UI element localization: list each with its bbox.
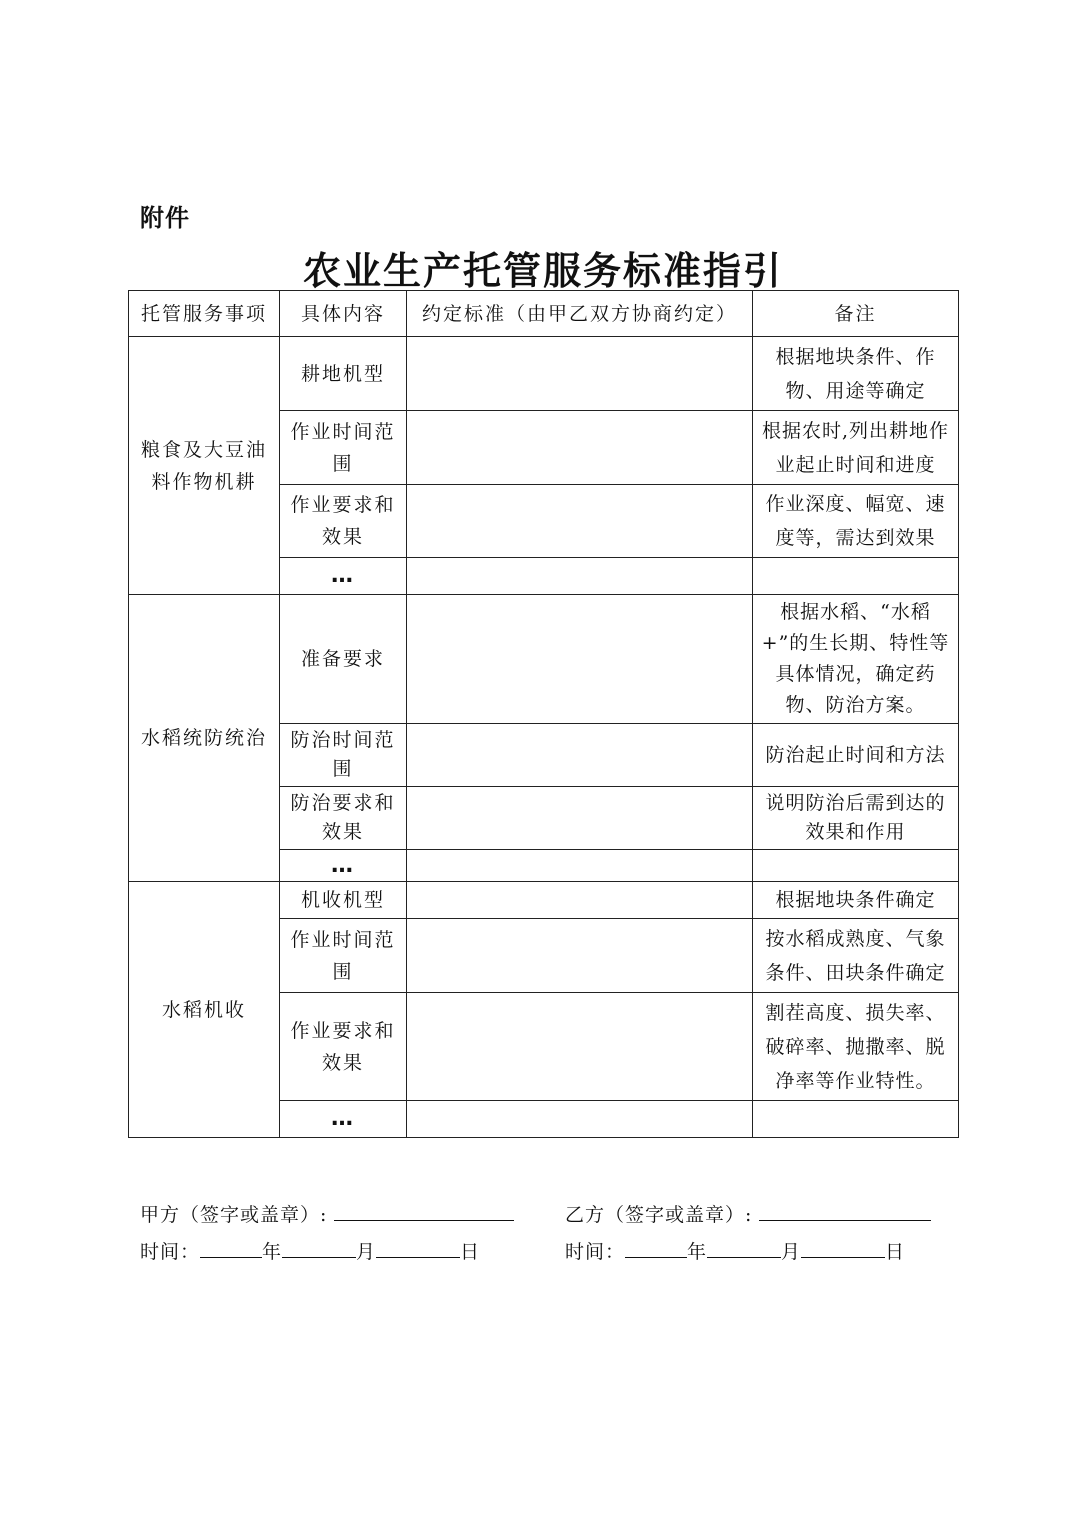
standard-cell[interactable] bbox=[407, 882, 753, 919]
party-a-label: 甲方（签字或盖章）: bbox=[140, 1204, 328, 1226]
header-note: 备注 bbox=[753, 291, 959, 337]
group-name-ploughing: 粮食及大豆油料作物机耕 bbox=[129, 337, 280, 595]
content-cell: 作业时间范围 bbox=[280, 919, 407, 993]
document-title: 农业生产托管服务标准指引 bbox=[302, 248, 783, 293]
content-cell: 耕地机型 bbox=[280, 337, 407, 411]
content-cell: 作业要求和效果 bbox=[280, 993, 407, 1101]
year-line[interactable] bbox=[625, 1239, 687, 1258]
standard-cell[interactable] bbox=[407, 595, 753, 724]
standard-cell[interactable] bbox=[407, 558, 753, 595]
party-a-date bbox=[140, 1237, 480, 1264]
ellipsis-cell: … bbox=[280, 850, 407, 882]
party-a-signature bbox=[140, 1200, 514, 1227]
party-b-date bbox=[565, 1237, 905, 1264]
standard-cell[interactable] bbox=[407, 993, 753, 1101]
month-label: 月 bbox=[781, 1241, 802, 1263]
note-cell: 割茬高度、损失率、破碎率、抛撒率、脱净率等作业特性。 bbox=[753, 993, 959, 1101]
day-label: 日 bbox=[460, 1241, 481, 1263]
note-cell: 按水稻成熟度、气象条件、田块条件确定 bbox=[753, 919, 959, 993]
content-cell: 准备要求 bbox=[280, 595, 407, 724]
day-line[interactable] bbox=[801, 1239, 885, 1258]
year-label: 年 bbox=[687, 1241, 708, 1263]
standard-cell[interactable] bbox=[407, 787, 753, 850]
ellipsis-cell: … bbox=[280, 558, 407, 595]
day-line[interactable] bbox=[376, 1239, 460, 1258]
table-header-row bbox=[129, 291, 959, 337]
month-line[interactable] bbox=[707, 1239, 781, 1258]
party-b-sign-line[interactable] bbox=[759, 1202, 931, 1221]
group-name-pest-control: 水稻统防统治 bbox=[129, 595, 280, 882]
note-cell: 说明防治后需到达的效果和作用 bbox=[753, 787, 959, 850]
note-cell bbox=[753, 558, 959, 595]
content-cell: 防治时间范围 bbox=[280, 724, 407, 787]
time-label: 时间： bbox=[140, 1241, 201, 1263]
note-cell: 根据地块条件确定 bbox=[753, 882, 959, 919]
header-standard: 约定标准（由甲乙双方协商约定） bbox=[407, 291, 753, 337]
note-cell: 作业深度、幅宽、速度等，需达到效果 bbox=[753, 485, 959, 558]
table-row bbox=[129, 337, 959, 411]
service-standard-table bbox=[128, 290, 959, 1138]
month-line[interactable] bbox=[282, 1239, 356, 1258]
time-label: 时间： bbox=[565, 1241, 626, 1263]
standard-cell[interactable] bbox=[407, 411, 753, 485]
header-content: 具体内容 bbox=[280, 291, 407, 337]
year-line[interactable] bbox=[200, 1239, 262, 1258]
content-cell: 机收机型 bbox=[280, 882, 407, 919]
note-cell bbox=[753, 850, 959, 882]
party-b-signature bbox=[565, 1200, 931, 1227]
standard-cell[interactable] bbox=[407, 1101, 753, 1138]
standard-cell[interactable] bbox=[407, 850, 753, 882]
table-row bbox=[129, 882, 959, 919]
month-label: 月 bbox=[356, 1241, 377, 1263]
content-cell: 作业要求和效果 bbox=[280, 485, 407, 558]
content-cell: 作业时间范围 bbox=[280, 411, 407, 485]
ellipsis-cell: … bbox=[280, 1101, 407, 1138]
party-a-sign-line[interactable] bbox=[334, 1202, 514, 1221]
group-name-harvest: 水稻机收 bbox=[129, 882, 280, 1138]
standard-cell[interactable] bbox=[407, 337, 753, 411]
note-cell: 防治起止时间和方法 bbox=[753, 724, 959, 787]
standard-cell[interactable] bbox=[407, 919, 753, 993]
party-b-label: 乙方（签字或盖章）: bbox=[565, 1204, 753, 1226]
year-label: 年 bbox=[262, 1241, 283, 1263]
note-cell: 根据农时,列出耕地作业起止时间和进度 bbox=[753, 411, 959, 485]
content-cell: 防治要求和效果 bbox=[280, 787, 407, 850]
note-cell bbox=[753, 1101, 959, 1138]
standard-cell[interactable] bbox=[407, 485, 753, 558]
day-label: 日 bbox=[885, 1241, 906, 1263]
attachment-label: 附件 bbox=[140, 204, 190, 232]
standard-cell[interactable] bbox=[407, 724, 753, 787]
table-row bbox=[129, 595, 959, 724]
note-cell: 根据水稻、“水稻+”的生长期、特性等具体情况，确定药物、防治方案。 bbox=[753, 595, 959, 724]
header-service-item: 托管服务事项 bbox=[129, 291, 280, 337]
note-cell: 根据地块条件、作物、用途等确定 bbox=[753, 337, 959, 411]
